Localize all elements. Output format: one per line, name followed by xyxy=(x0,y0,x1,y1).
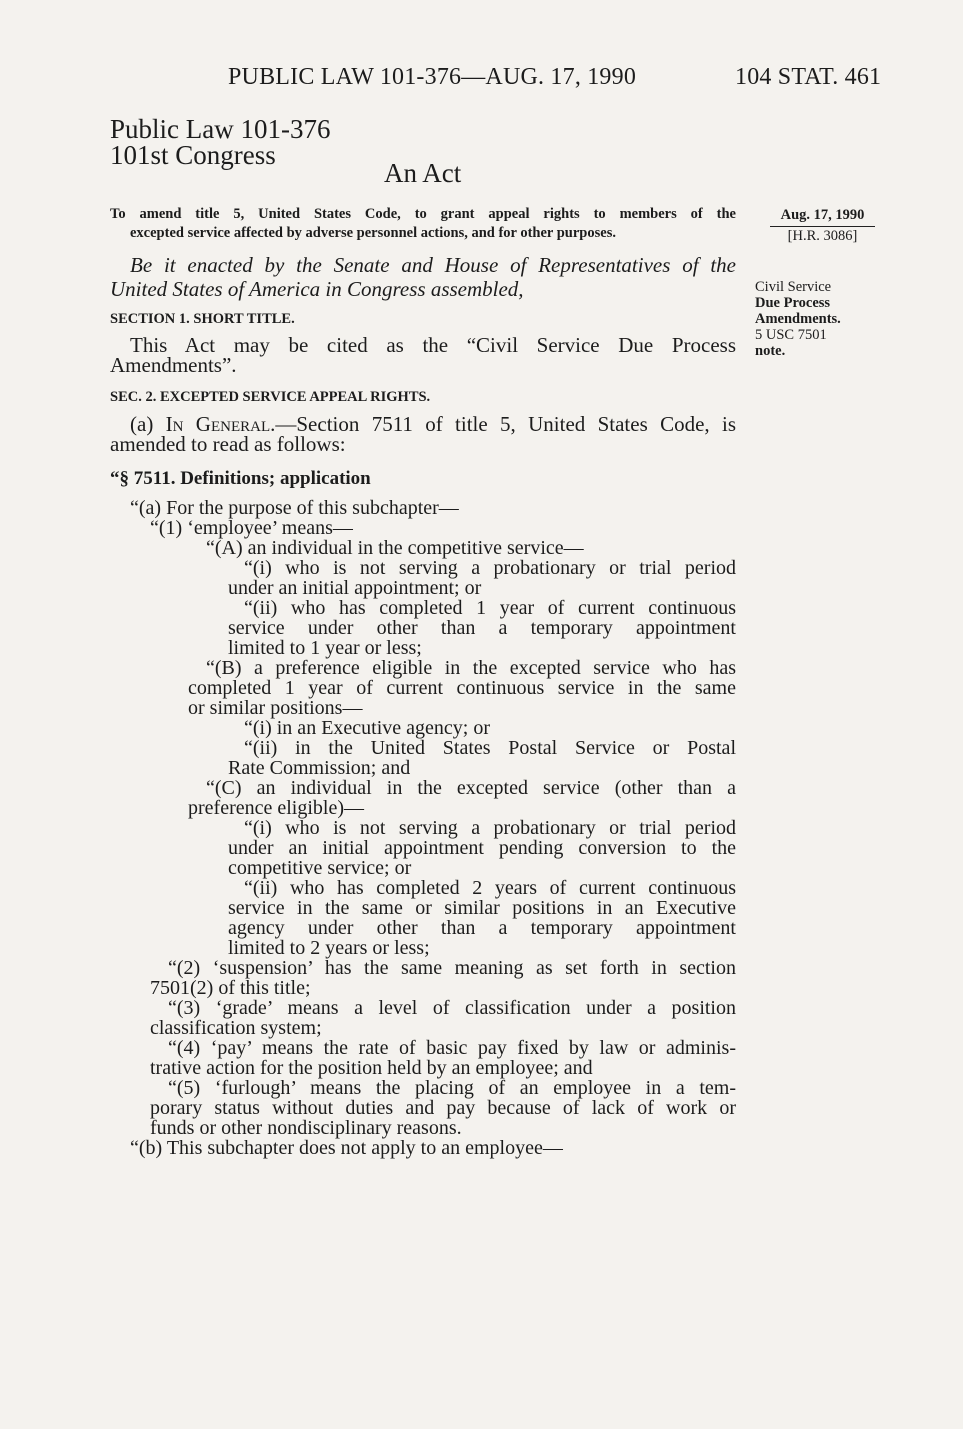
purpose-line-2: excepted service affected by adverse personnel actions, and for other purposes. xyxy=(130,225,616,241)
body-line: limited to 2 years or less; xyxy=(228,937,430,959)
subsection-a-heading: In General xyxy=(165,412,271,436)
body-line: “(b) This subchapter does not apply to an employee— xyxy=(130,1137,563,1159)
subsection-a-line-1 xyxy=(110,414,736,434)
body-line: “(2) ‘suspension’ has the same meaning as set forth in section xyxy=(168,957,736,979)
section-2-subsection-a xyxy=(110,414,736,454)
body-line: or similar positions— xyxy=(188,697,363,719)
body-line: Rate Commission; and xyxy=(228,757,411,779)
body-line: “(ii) who has completed 1 year of current continuous xyxy=(244,597,736,619)
enacting-clause xyxy=(110,253,736,301)
enacting-line-2: United States of America in Congress assembled, xyxy=(110,277,524,301)
body-line: 7501(2) of this title; xyxy=(150,977,311,999)
section-1-line-2: Amendments”. xyxy=(110,353,237,377)
statute-page-number: 104 STAT. 461 xyxy=(735,64,882,90)
bill-number: [H.R. 3086] xyxy=(787,228,858,244)
body-line: “(i) who is not serving a probationary or trial period xyxy=(244,817,736,839)
body-line: “(ii) who has completed 2 years of current continuous xyxy=(244,877,736,899)
margin-date-block xyxy=(770,206,875,246)
usc-note-line: 5 USC 7501 xyxy=(755,327,827,343)
body-line: under an initial appointment pending conversion to the xyxy=(228,837,736,859)
body-line: under an initial appointment; or xyxy=(228,577,482,599)
purpose-line-1: To amend title 5, United States Code, to grant appeal rights to members of the xyxy=(110,206,736,222)
section-1-line-1: This Act may be cited as the “Civil Service Due Process xyxy=(130,333,736,357)
body-line: funds or other nondisciplinary reasons. xyxy=(150,1117,462,1139)
body-line: trative action for the position held by an employee; and xyxy=(150,1057,593,1079)
body-line: service in the same or similar positions in an Executive xyxy=(228,897,736,919)
act-label: An Act xyxy=(384,158,462,188)
body-line: “(i) who is not serving a probationary or trial period xyxy=(244,557,736,579)
body-line: “(ii) in the United States Postal Service or Postal xyxy=(244,737,736,759)
margin-note-line: Amendments. xyxy=(755,311,841,327)
body-line: “(a) For the purpose of this subchapter— xyxy=(130,497,459,519)
congress-label: 101st Congress xyxy=(110,140,276,170)
body-line: competitive service; or xyxy=(228,857,412,879)
subsection-a-text: .—Section 7511 of title 5, United States Code, is xyxy=(270,412,737,436)
section-1-text xyxy=(110,335,736,375)
section-1-heading: SECTION 1. SHORT TITLE. xyxy=(110,311,295,327)
section-7511-heading: “§ 7511. Definitions; application xyxy=(110,468,371,489)
subsection-a-prefix: (a) xyxy=(130,412,166,436)
running-title: PUBLIC LAW 101-376—AUG. 17, 1990 xyxy=(228,64,637,90)
body-line: “(4) ‘pay’ means the rate of basic pay fixed by law or adminis- xyxy=(168,1037,736,1059)
enactment-date: Aug. 17, 1990 xyxy=(770,206,875,227)
enacting-line-1: Be it enacted by the Senate and House of Representatives of the xyxy=(130,253,736,277)
usc-note-line: note. xyxy=(755,343,786,359)
body-line: agency under other than a temporary appointment xyxy=(228,917,736,939)
body-line: classification system; xyxy=(150,1017,322,1039)
purpose-statement xyxy=(110,205,736,243)
body-line: “(B) a preference eligible in the excepted service who has xyxy=(206,657,736,679)
body-line: service under other than a temporary appointment xyxy=(228,617,736,639)
body-line: preference eligible)— xyxy=(188,797,365,819)
body-line: porary status without duties and pay because of lack of work or xyxy=(150,1097,736,1119)
body-line: limited to 1 year or less; xyxy=(228,637,422,659)
margin-note xyxy=(755,279,895,359)
body-line: “(1) ‘employee’ means— xyxy=(150,517,353,539)
body-line: “(A) an individual in the competitive service— xyxy=(206,537,584,559)
body-line: completed 1 year of current continuous service in the same xyxy=(188,677,736,699)
margin-note-line: Due Process xyxy=(755,295,831,311)
definitions-body xyxy=(110,498,736,1158)
body-line: “(C) an individual in the excepted service (other than a xyxy=(206,777,736,799)
body-line: “(i) in an Executive agency; or xyxy=(244,717,490,739)
public-law-number: Public Law 101-376 xyxy=(110,114,331,144)
subsection-a-line-2: amended to read as follows: xyxy=(110,432,346,456)
section-2-heading: SEC. 2. EXCEPTED SERVICE APPEAL RIGHTS. xyxy=(110,389,431,405)
body-line: “(3) ‘grade’ means a level of classification under a position xyxy=(168,997,736,1019)
margin-note-line: Civil Service xyxy=(755,279,832,295)
body-line: “(5) ‘furlough’ means the placing of an employee in a tem- xyxy=(168,1077,736,1099)
